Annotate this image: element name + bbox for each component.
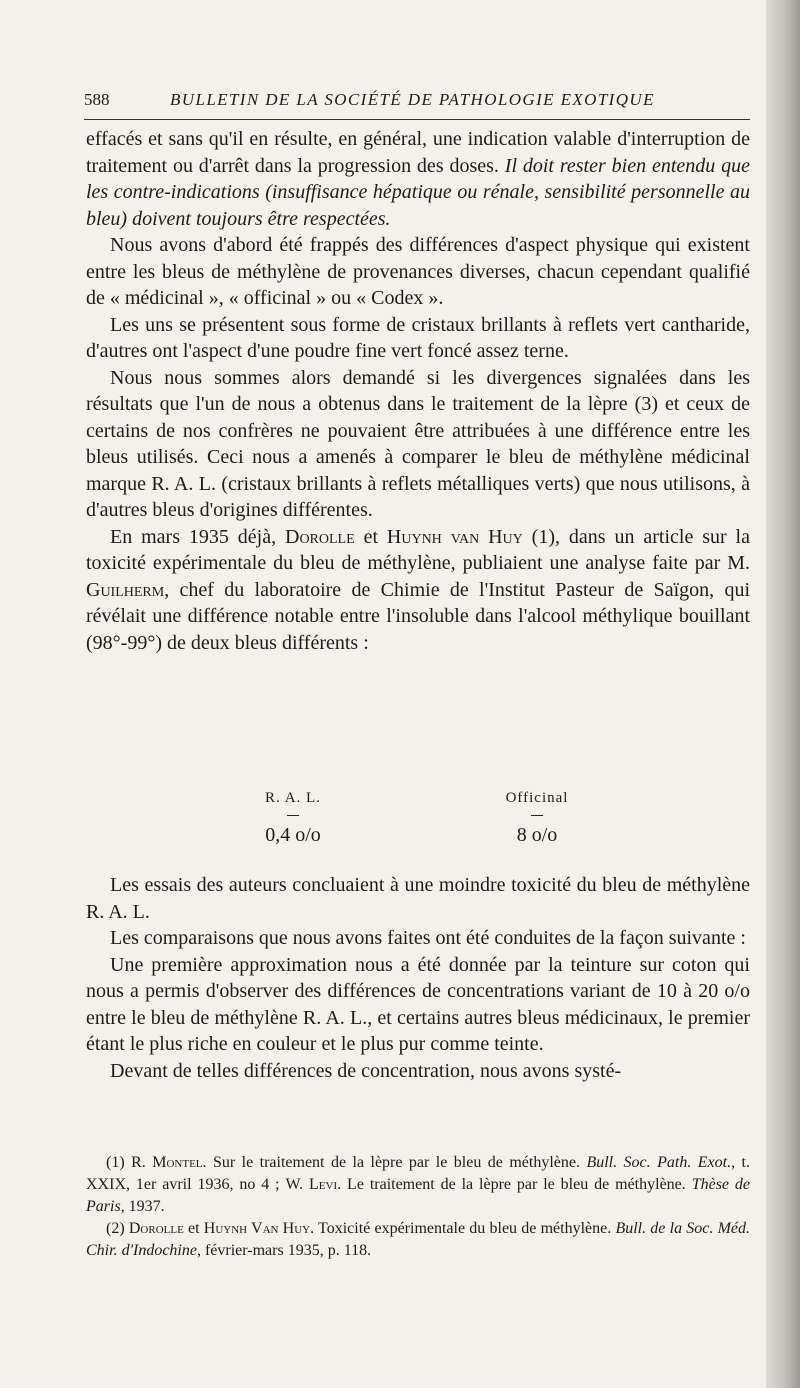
running-title: BULLETIN DE LA SOCIÉTÉ DE PATHOLOGIE EXOTIQUE (170, 90, 655, 109)
table-header-officinal: Officinal (505, 790, 569, 806)
paragraph-3: Les uns se présentent sous forme de cristaux brillants à reflets vert cantharide, d'autres ont l'aspect d'une poudre fine vert foncé assez terne. (86, 313, 750, 362)
footnote-2-author-huynh: Huynh Van Huy (203, 1220, 311, 1237)
footnote-1-mark: (1) (106, 1154, 132, 1171)
paragraph-6: Les essais des auteurs concluaient à une moindre toxicité du bleu de méthylène R. A. L. (86, 874, 750, 923)
header-rule (84, 119, 750, 120)
author-dorolle: Dorolle (285, 525, 355, 548)
footnote-2-text-1: et (183, 1220, 204, 1237)
paragraph-7: Les comparaisons que nous avons faites ont été conduites de la façon suivante : (110, 927, 746, 949)
footnote-2-journal: Bull. de la Soc. Méd. Chir. d'Indochine (86, 1220, 751, 1259)
footnote-1-author-montel: R. Montel (131, 1154, 203, 1171)
paragraph-1-text: effacés et sans qu'il en résulte, en général, une indication valable d'interruption de traitement ou d'arrêt dans la progression des doses. (86, 128, 750, 177)
footnote-2-text-3: , février-mars 1935, p. 118. (196, 1242, 372, 1259)
footnote-2 (86, 1218, 750, 1262)
footnote-1-text-1: . Sur le traitement de la lèpre par le bleu de méthylène. (202, 1154, 587, 1171)
footnote-1-thesis: Thèse de Paris (86, 1176, 751, 1215)
comparison-table (86, 788, 750, 858)
body-text (86, 126, 750, 656)
paragraph-9: Devant de telles différences de concentration, nous avons systé- (110, 1059, 622, 1082)
page-edge-shadow (766, 0, 800, 1388)
table-column-ral (248, 788, 338, 848)
footnote-1-text-3: . Le traitement de la lèpre par le bleu de méthylène. (337, 1176, 692, 1193)
paragraph-1-italic: Il doit rester bien entendu que les contre-indications (insuffisance hépatique ou rénale, sensibilité personnelle au bleu) doivent toujours être respectées. (86, 154, 750, 230)
paragraph-1 (86, 126, 750, 232)
table-column-officinal (488, 788, 586, 848)
footnote-1-text-4: , 1937. (120, 1198, 165, 1215)
author-huynh: Huynh van Huy (386, 525, 523, 548)
table-value-ral: 0,4 o/o (265, 824, 321, 846)
page-number: 588 (84, 90, 110, 109)
paragraph-5-mid2: (1), dans un article sur la toxicité expérimentale du bleu de méthylène, publiaient une analyse faite par M. (86, 525, 750, 574)
table-rule-ral (287, 815, 299, 816)
footnote-2-text-2: . Toxicité expérimentale du bleu de méthylène. (310, 1220, 616, 1237)
footnotes (86, 1152, 750, 1262)
page-header (84, 90, 750, 116)
footnote-1-journal: Bull. Soc. Path. Exot. (586, 1154, 732, 1171)
footnote-1 (86, 1152, 750, 1218)
footnote-2-mark: (2) (106, 1220, 129, 1237)
paragraph-8: Une première approximation nous a été donnée par la teinture sur coton qui nous a permis d'observer des différences de concentrations variant de 10 à 20 o/o entre le bleu de méthylène R. A. L., et certains autres bleus médicinaux, le premier étant le plus riche en couleur et le plus pur comme teinte. (86, 953, 750, 1055)
footnote-1-author-levi: W. Levi (285, 1176, 338, 1193)
footnote-2-author-dorolle: Dorolle (128, 1220, 184, 1237)
paragraph-4: Nous nous sommes alors demandé si les divergences signalées dans les résultats que l'un de nous a obtenus dans le traitement de la lèpre (3) et ceux de certains de nos confrères ne pouvaient être attribuées à une différence entre les bleus utilisés. Ceci nous a amenés à comparer le bleu de méthylène médicinal marque R. A. L. (cristaux brillants à reflets métalliques verts) que nous utilisons, à d'autres bleus d'origines différentes. (86, 366, 750, 521)
paragraph-5-post: , chef du laboratoire de Chimie de l'Institut Pasteur de Saïgon, qui révélait une différence notable entre l'insoluble dans l'alcool méthylique bouillant (98°-99°) de deux bleus différents : (86, 578, 750, 654)
paragraph-5 (86, 524, 750, 657)
table-rule-officinal (531, 815, 543, 816)
body-text-continued (86, 872, 750, 1084)
table-value-officinal: 8 o/o (516, 824, 558, 846)
author-guilherm: Guilherm (86, 578, 165, 601)
paragraph-2: Nous avons d'abord été frappés des différences d'aspect physique qui existent entre les bleus de méthylène de provenances diverses, chacun cependant qualifié de « médicinal », « officinal » ou « Codex ». (86, 234, 750, 309)
footnote-1-text-2: , t. XXIX, 1er avril 1936, no 4 ; (86, 1154, 750, 1193)
paragraph-5-mid1: et (354, 525, 387, 548)
paragraph-5-pre: En mars 1935 déjà, (110, 525, 285, 548)
table-header-ral: R. A. L. (265, 790, 321, 806)
